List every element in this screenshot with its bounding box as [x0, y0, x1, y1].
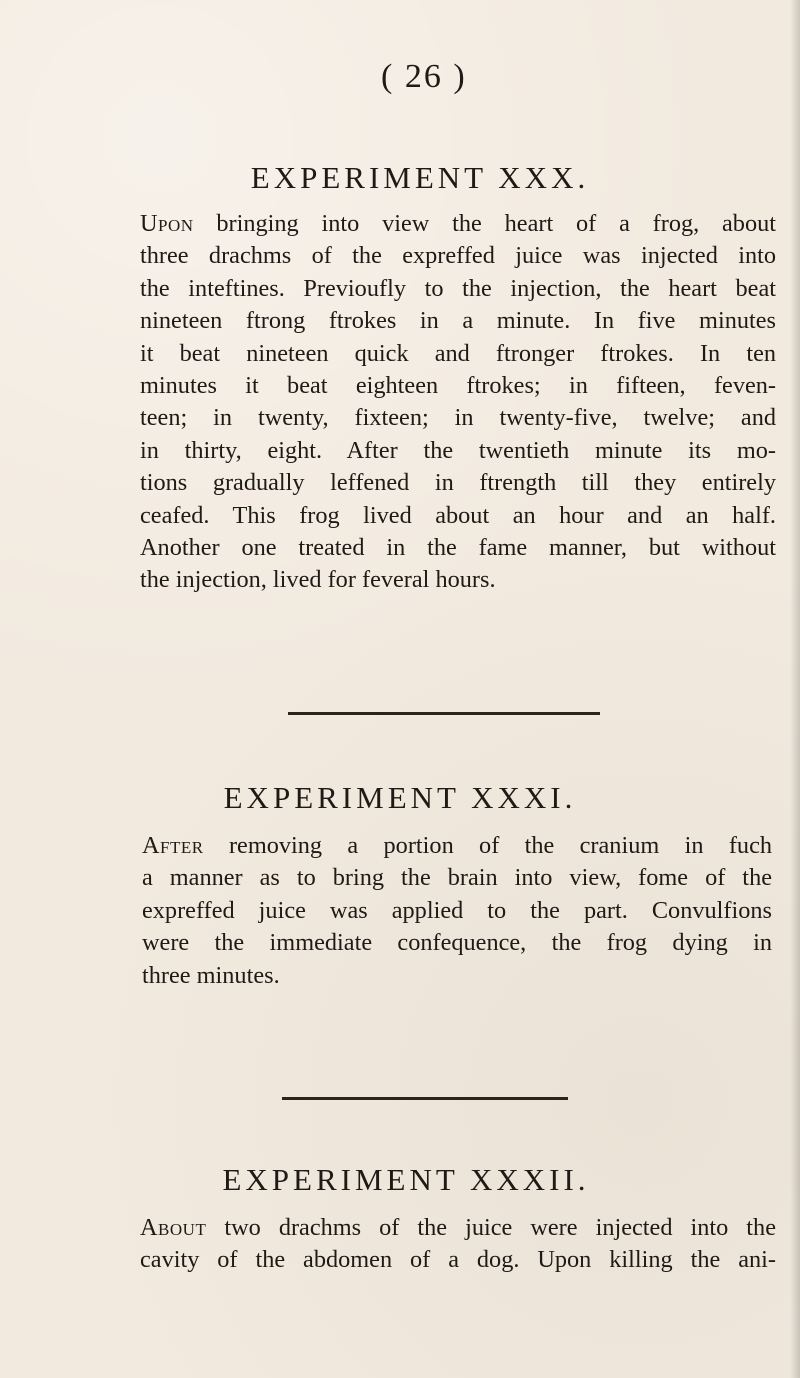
lead-word: After — [142, 832, 204, 859]
experiment-heading-xxxi: EXPERIMENT XXXI. — [223, 780, 577, 815]
paragraph-line: teen; in twenty, fixteen; in twenty-five, twelve; and — [140, 404, 776, 432]
paragraph-line: Another one treated in the fame manner, but without — [140, 534, 776, 562]
paragraph-line: expreffed juice was applied to the part. Convulfions — [142, 896, 772, 924]
paragraph-line — [140, 208, 776, 240]
line-text: removing a portion of the cranium in fuch — [203, 832, 772, 859]
paragraph-line: minutes it beat eighteen ftrokes; in fifteen, feven- — [140, 372, 776, 400]
paragraph-line: tions gradually leffened in ftrength till they entirely — [140, 469, 776, 497]
section-divider — [288, 712, 600, 715]
paragraph-line: it beat nineteen quick and ftronger ftrokes. In ten — [140, 339, 776, 367]
experiment-xxxii-paragraph — [140, 1212, 776, 1277]
line-text: bringing into view the heart of a frog, about — [193, 210, 776, 237]
paragraph-line: the injection, lived for feveral hours. — [140, 566, 496, 594]
paragraph-line: the inteftines. Previoufly to the injection, the heart beat — [140, 274, 776, 302]
section-divider — [282, 1097, 568, 1100]
page-number: ( 26 ) — [381, 58, 467, 95]
line-text: two drachms of the juice were injected into the — [206, 1214, 776, 1241]
lead-word: About — [140, 1214, 207, 1241]
lead-word: Upon — [140, 210, 194, 237]
paragraph-line: ceafed. This frog lived about an hour and an half. — [140, 501, 776, 529]
experiment-xxxi-paragraph — [142, 830, 772, 992]
paragraph-line: three minutes. — [142, 961, 280, 989]
experiment-heading-xxxii: EXPERIMENT XXXII. — [222, 1162, 590, 1197]
paragraph-line — [140, 1212, 776, 1244]
paragraph-line: nineteen ftrong ftrokes in a minute. In five minutes — [140, 307, 776, 335]
paragraph-line — [142, 830, 772, 862]
experiment-xxx-paragraph — [140, 208, 776, 597]
paragraph-line: were the immediate confequence, the frog dying in — [142, 929, 772, 957]
paragraph-line: three drachms of the expreffed juice was injected into — [140, 242, 776, 270]
paragraph-line: cavity of the abdomen of a dog. Upon killing the ani- — [140, 1246, 776, 1274]
paragraph-line: in thirty, eight. After the twentieth minute its mo- — [140, 436, 776, 464]
experiment-heading-xxx: EXPERIMENT XXX. — [250, 160, 590, 195]
paragraph-line: a manner as to bring the brain into view, fome of the — [142, 864, 772, 892]
